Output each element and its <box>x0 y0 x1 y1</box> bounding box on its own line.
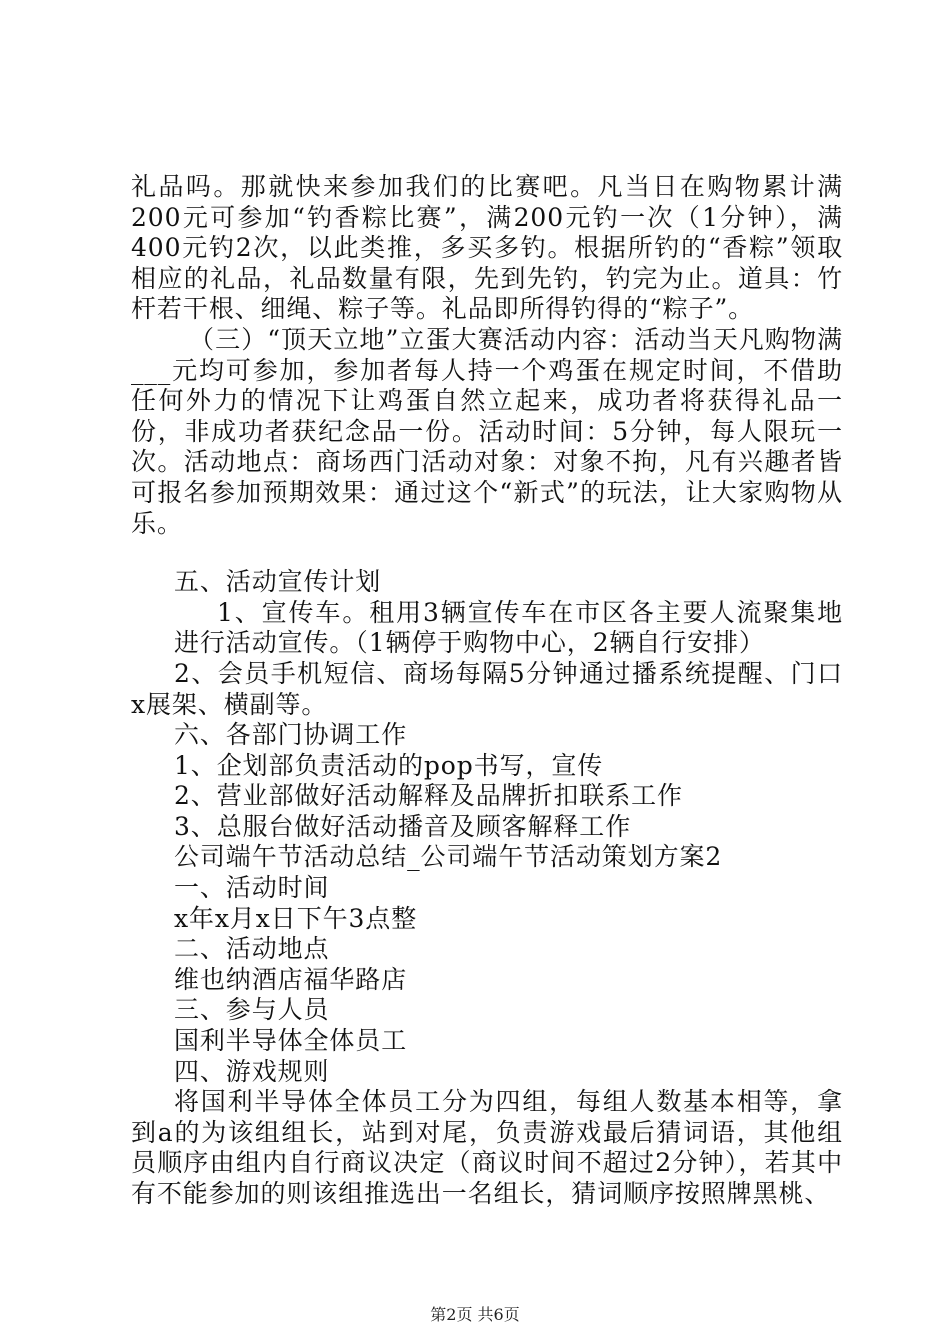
section-6-heading: 六、各部门协调工作 <box>174 720 408 750</box>
section-5-item-2: 2、会员手机短信、商场每隔5分钟通过播系统提醒、门口x展架、横副等。 <box>131 658 843 719</box>
paragraph-gap <box>131 539 843 567</box>
place-heading: 二、活动地点 <box>174 934 330 964</box>
section-6-item-3: 3、总服台做好活动播音及顾客解释工作 <box>174 811 632 841</box>
place-value: 维也纳酒店福华路店 <box>174 964 408 994</box>
people-heading: 三、参与人员 <box>174 995 330 1025</box>
paragraph-egg-contest: （三）“顶天立地”立蛋大赛活动内容：活动当天凡购物满___元均可参加，参加者每人持一个鸡蛋在规定时间，不借助任何外力的情况下让鸡蛋自然立起来，成功者将获得礼品一份，非成功者获纪念品一份。活动时间：5分钟，每人限玩一次。活动地点：商场西门活动对象：对象不拘，凡有兴趣者皆可报名参加预期效果：通过这个“新式”的玩法，让大家购物从乐。 <box>131 324 843 538</box>
section-6-item-2: 2、营业部做好活动解释及品牌折扣联系工作 <box>174 781 683 811</box>
rules-heading: 四、游戏规则 <box>174 1056 330 1086</box>
time-heading: 一、活动时间 <box>174 873 330 903</box>
time-value: x年x月x日下午3点整 <box>174 903 418 933</box>
section-6-item-1: 1、企划部负责活动的pop书写，宣传 <box>174 750 604 780</box>
section-5-heading: 五、活动宣传计划 <box>174 567 382 597</box>
rules-text: 将国利半导体全体员工分为四组，每组人数基本相等，拿到a的为该组组长，站到对尾，负责游戏最后猜词语，其他组员顺序由组内自行商议决定（商议时间不超过2分钟），若其中有不能参加的则该组推选出一名组长，猜词顺序按照牌黑桃、 <box>131 1087 843 1208</box>
paragraph-fishing-contest: 礼品吗。那就快来参加我们的比赛吧。凡当日在购物累计满200元可参加“钓香粽比赛”，满200元钓一次（1分钟），满400元钓2次，以此类推，多买多钓。根据所钓的“香粽”领取相应的礼品，礼品数量有限，先到先钓，钓完为止。道具：竹杆若干根、细绳、粽子等。礼品即所得钓得的“粽子”。 <box>131 172 843 324</box>
plan-2-title: 公司端午节活动总结_公司端午节活动策划方案2 <box>174 842 723 872</box>
document-body <box>131 172 843 1210</box>
page-footer: 第2页 共6页 <box>430 1305 520 1324</box>
people-value: 国利半导体全体员工 <box>174 1026 408 1056</box>
section-5-item-1: 1、宣传车。租用3辆宣传车在市区各主要人流聚集地进行活动宣传。（1辆停于购物中心，2辆自行安排） <box>174 597 843 658</box>
